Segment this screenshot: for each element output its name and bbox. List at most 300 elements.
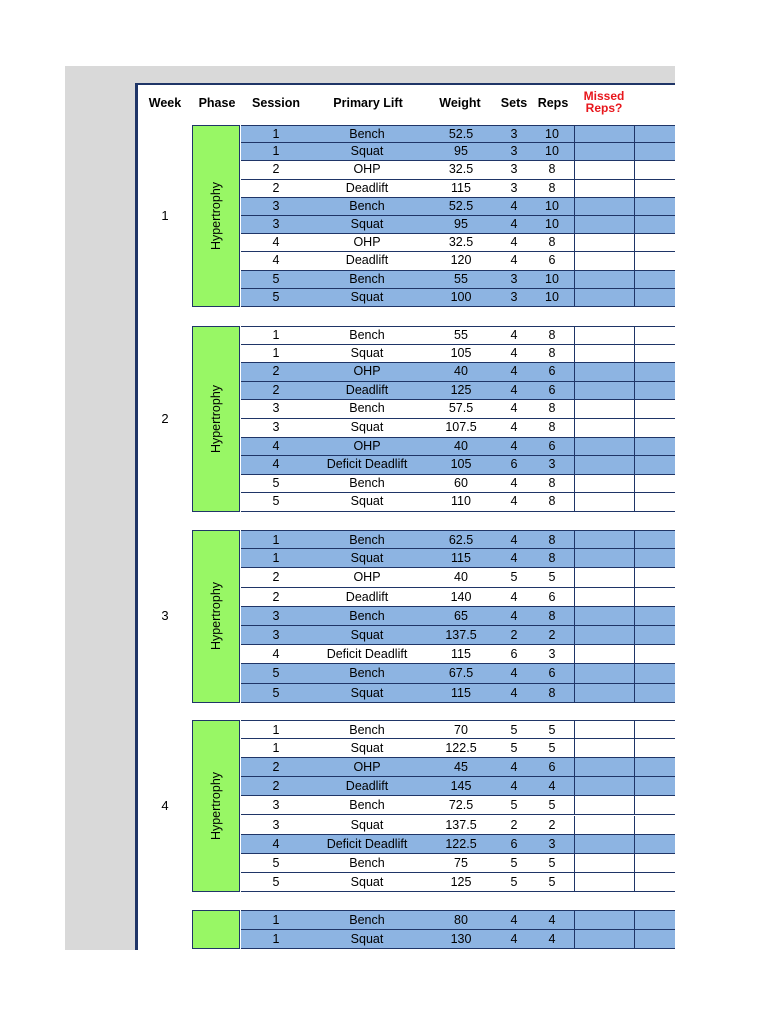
sets-cell: 4 [510, 666, 518, 681]
session-cell: 5 [272, 494, 280, 509]
session-cell: 2 [272, 779, 280, 794]
table-row [241, 873, 675, 892]
week-number: 1 [161, 208, 169, 223]
table-row [241, 419, 675, 438]
reps-cell: 6 [548, 760, 556, 775]
weight-cell: 32.5 [448, 162, 474, 177]
weight-cell: 40 [454, 438, 468, 453]
missed-reps-input[interactable] [574, 911, 635, 930]
reps-cell: 3 [548, 647, 556, 662]
table-row [241, 198, 675, 216]
missed-reps-input[interactable] [574, 252, 635, 270]
week-number: 3 [161, 608, 169, 624]
sets-cell: 4 [510, 685, 518, 700]
sets-cell: 3 [510, 289, 518, 304]
weight-cell: 45 [454, 760, 468, 775]
missed-reps-input[interactable] [574, 684, 635, 703]
header-week: Week [148, 96, 182, 110]
table-row [241, 216, 675, 234]
table-row [241, 720, 675, 739]
weight-cell: 137.5 [445, 817, 477, 832]
sets-cell: 5 [510, 874, 518, 889]
weight-cell: 67.5 [448, 666, 474, 681]
reps-cell: 5 [548, 741, 556, 756]
session-cell: 5 [272, 475, 280, 490]
table-row [241, 438, 675, 457]
sets-cell: 4 [510, 217, 518, 231]
weight-cell: 115 [451, 685, 471, 700]
session-cell: 4 [272, 836, 280, 851]
sets-cell: 6 [510, 457, 518, 472]
weight-cell: 125 [450, 382, 472, 397]
lift-cell: Deadlift [345, 253, 389, 268]
table-row [241, 664, 675, 683]
missed-reps-input[interactable] [574, 721, 635, 739]
lift-cell: Deficit Deadlift [326, 457, 408, 472]
missed-reps-input[interactable] [574, 758, 635, 777]
sets-cell: 4 [510, 551, 518, 566]
sets-cell: 3 [510, 127, 518, 141]
sets-cell: 6 [510, 647, 518, 662]
sets-cell: 4 [510, 253, 518, 268]
lift-cell: Deadlift [345, 589, 389, 604]
phase-label: Hypertrophy [209, 181, 223, 251]
reps-cell: 8 [548, 608, 556, 623]
weight-cell: 57.5 [448, 401, 474, 416]
session-cell: 2 [272, 162, 280, 177]
lift-cell: Bench [349, 475, 385, 490]
session-cell: 2 [272, 760, 280, 775]
reps-cell: 5 [548, 874, 556, 889]
missed-reps-input[interactable] [574, 493, 635, 512]
missed-reps-input[interactable] [574, 873, 635, 892]
session-cell: 1 [272, 144, 280, 159]
sets-cell: 5 [510, 741, 518, 756]
sets-cell: 3 [510, 162, 518, 177]
missed-reps-input[interactable] [574, 664, 635, 683]
table-row [241, 816, 675, 835]
reps-cell: 8 [548, 401, 556, 416]
missed-reps-input[interactable] [574, 289, 635, 307]
session-cell: 1 [272, 931, 280, 946]
phase-cell [192, 326, 240, 512]
reps-cell: 6 [548, 253, 556, 268]
phase-label: Hypertrophy [209, 582, 223, 651]
table-row [241, 271, 675, 289]
lift-cell: OHP [353, 364, 381, 379]
table-row [241, 180, 675, 198]
session-cell: 1 [272, 913, 280, 927]
missed-reps-input[interactable] [574, 796, 635, 815]
missed-reps-input[interactable] [574, 327, 635, 345]
lift-cell: OHP [353, 162, 381, 177]
lift-cell: Bench [349, 913, 385, 927]
sets-cell: 5 [510, 798, 518, 813]
weight-cell: 95 [454, 217, 468, 231]
weight-cell: 40 [454, 364, 468, 379]
session-cell: 4 [272, 457, 280, 472]
weight-cell: 70 [454, 723, 468, 737]
session-cell: 1 [272, 551, 280, 566]
weight-cell: 80 [454, 913, 468, 927]
lift-cell: Bench [349, 608, 385, 623]
lift-cell: Squat [350, 144, 384, 159]
session-cell: 3 [272, 217, 280, 231]
session-cell: 4 [272, 235, 280, 250]
sets-cell: 5 [510, 855, 518, 870]
table-row [241, 382, 675, 401]
session-cell: 3 [272, 420, 280, 434]
reps-cell: 5 [548, 570, 556, 585]
missed-reps-input[interactable] [574, 345, 635, 364]
sets-cell: 4 [510, 475, 518, 490]
reps-cell: 3 [548, 457, 556, 472]
reps-cell: 4 [548, 913, 556, 927]
missed-reps-input[interactable] [574, 271, 635, 289]
sets-cell: 4 [510, 533, 518, 547]
reps-cell: 8 [548, 551, 556, 566]
session-cell: 3 [272, 628, 280, 642]
table-row [241, 777, 675, 796]
reps-cell: 10 [545, 127, 559, 141]
weight-cell: 62.5 [448, 533, 474, 547]
sets-cell: 4 [510, 760, 518, 775]
phase-cell [192, 720, 240, 892]
weight-cell: 60 [454, 475, 468, 490]
lift-cell: Bench [349, 127, 385, 141]
reps-cell: 4 [548, 931, 556, 946]
lift-cell: OHP [353, 760, 381, 775]
reps-cell: 8 [548, 162, 556, 177]
table-row [241, 835, 675, 854]
weight-cell: 105 [450, 345, 472, 360]
missed-reps-input[interactable] [574, 854, 635, 873]
lift-cell: Bench [349, 401, 385, 416]
sets-cell: 3 [510, 144, 518, 159]
phase-cell [192, 125, 240, 307]
phase-cell [192, 910, 240, 949]
header-reps: Reps [537, 96, 569, 110]
lift-cell: Squat [350, 345, 384, 360]
table-row [241, 363, 675, 382]
sets-cell: 4 [510, 364, 518, 379]
weight-cell: 32.5 [448, 235, 474, 250]
week-number: 4 [161, 797, 169, 813]
weight-cell: 115 [451, 647, 471, 662]
session-cell: 3 [272, 608, 280, 623]
sets-cell: 4 [510, 494, 518, 509]
table-row [241, 493, 675, 512]
table-row [241, 684, 675, 703]
table-row [241, 549, 675, 568]
missed-reps-input[interactable] [574, 930, 635, 950]
weight-cell: 140 [450, 589, 472, 604]
table-row [241, 530, 675, 549]
session-cell: 5 [272, 666, 280, 681]
reps-cell: 2 [548, 628, 556, 642]
reps-cell: 6 [548, 364, 556, 379]
weight-cell: 137.5 [445, 628, 477, 642]
sets-cell: 4 [510, 328, 518, 342]
phase-cell [192, 530, 240, 703]
missed-reps-input[interactable] [574, 400, 635, 419]
sets-cell: 4 [510, 589, 518, 604]
missed-reps-input[interactable] [574, 568, 635, 587]
weight-cell: 65 [454, 608, 468, 623]
weight-cell: 107.5 [445, 420, 477, 434]
lift-cell: Bench [349, 723, 385, 737]
session-cell: 5 [272, 874, 280, 889]
missed-reps-input[interactable] [574, 126, 635, 143]
table-row [241, 326, 675, 345]
lift-cell: Bench [349, 666, 385, 681]
table-row [241, 739, 675, 758]
table-row [241, 607, 675, 626]
reps-cell: 10 [545, 198, 559, 213]
missed-reps-input[interactable] [574, 607, 635, 626]
missed-reps-input[interactable] [574, 382, 635, 401]
sets-cell: 3 [510, 271, 518, 286]
lift-cell: Deadlift [345, 382, 389, 397]
reps-cell: 8 [548, 420, 556, 434]
weight-cell: 122.5 [445, 741, 477, 756]
missed-reps-input[interactable] [574, 198, 635, 216]
lift-cell: Deficit Deadlift [326, 647, 408, 662]
weight-cell: 40 [454, 570, 468, 585]
reps-cell: 5 [548, 798, 556, 813]
reps-cell: 8 [548, 494, 556, 509]
lift-cell: Squat [350, 551, 384, 566]
weight-cell: 122.5 [445, 836, 477, 851]
weight-cell: 95 [454, 144, 468, 159]
lift-cell: Bench [349, 328, 385, 342]
table-row [241, 456, 675, 475]
table-row [241, 345, 675, 364]
lift-cell: Squat [350, 628, 384, 642]
session-cell: 4 [272, 647, 280, 662]
table-row [241, 645, 675, 664]
lift-cell: Squat [350, 494, 384, 509]
table-row [241, 626, 675, 645]
reps-cell: 10 [545, 289, 559, 304]
lift-cell: Squat [350, 217, 384, 231]
lift-cell: Deadlift [345, 779, 389, 794]
table-row [241, 910, 675, 930]
reps-cell: 3 [548, 836, 556, 851]
session-cell: 1 [272, 741, 280, 756]
weight-cell: 115 [451, 180, 471, 195]
reps-cell: 8 [548, 345, 556, 360]
reps-cell: 6 [548, 589, 556, 604]
weight-cell: 145 [450, 779, 472, 794]
weight-cell: 55 [454, 271, 468, 286]
missed-reps-input[interactable] [574, 816, 635, 835]
reps-cell: 8 [548, 328, 556, 342]
lift-cell: Squat [350, 817, 384, 832]
table-row [241, 143, 675, 161]
table-row [241, 234, 675, 252]
lift-cell: Squat [350, 420, 384, 434]
lift-cell: OHP [353, 235, 381, 250]
session-cell: 5 [272, 855, 280, 870]
header-missed-reps: Missed Reps? [583, 89, 625, 115]
weight-cell: 125 [450, 874, 472, 889]
session-cell: 3 [272, 401, 280, 416]
missed-reps-input[interactable] [574, 438, 635, 457]
lift-cell: Squat [350, 685, 384, 700]
weight-cell: 52.5 [448, 198, 474, 213]
session-cell: 4 [272, 438, 280, 453]
session-cell: 1 [272, 328, 280, 342]
missed-reps-input[interactable] [574, 216, 635, 234]
sets-cell: 4 [510, 401, 518, 416]
reps-cell: 8 [548, 533, 556, 547]
session-cell: 2 [272, 589, 280, 604]
session-cell: 1 [272, 127, 280, 141]
reps-cell: 5 [548, 723, 556, 737]
phase-label: Hypertrophy [209, 384, 223, 454]
session-cell: 1 [272, 723, 280, 737]
reps-cell: 10 [545, 271, 559, 286]
lift-cell: Bench [349, 855, 385, 870]
sets-cell: 4 [510, 198, 518, 213]
table-row [241, 400, 675, 419]
weight-cell: 75 [454, 855, 468, 870]
sets-cell: 2 [510, 628, 518, 642]
weight-cell: 55 [454, 328, 468, 342]
table-row [241, 568, 675, 587]
sets-cell: 4 [510, 779, 518, 794]
lift-cell: Bench [349, 798, 385, 813]
lift-cell: OHP [353, 438, 381, 453]
sets-cell: 3 [510, 180, 518, 195]
missed-reps-input[interactable] [574, 588, 635, 607]
table-row [241, 854, 675, 873]
missed-reps-input[interactable] [574, 531, 635, 549]
weight-cell: 115 [451, 551, 471, 566]
missed-reps-input[interactable] [574, 549, 635, 568]
reps-cell: 10 [545, 217, 559, 231]
lift-cell: Squat [350, 874, 384, 889]
missed-reps-input[interactable] [574, 143, 635, 161]
sets-cell: 4 [510, 235, 518, 250]
header-primary-lift: Primary Lift [333, 96, 403, 110]
sets-cell: 4 [510, 382, 518, 397]
session-cell: 3 [272, 198, 280, 213]
table-row [241, 930, 675, 950]
reps-cell: 8 [548, 475, 556, 490]
reps-cell: 6 [548, 438, 556, 453]
sets-cell: 5 [510, 570, 518, 585]
missed-reps-input[interactable] [574, 777, 635, 796]
reps-cell: 8 [548, 685, 556, 700]
header-session: Session [252, 96, 300, 110]
header-weight: Weight [439, 96, 481, 110]
lift-cell: Deadlift [345, 180, 389, 195]
missed-reps-input[interactable] [574, 161, 635, 179]
session-cell: 1 [272, 533, 280, 547]
session-cell: 2 [272, 180, 280, 195]
lift-cell: OHP [353, 570, 381, 585]
sets-cell: 4 [510, 931, 518, 946]
sets-cell: 6 [510, 836, 518, 851]
missed-reps-input[interactable] [574, 626, 635, 645]
session-cell: 4 [272, 253, 280, 268]
reps-cell: 2 [548, 817, 556, 832]
session-cell: 2 [272, 570, 280, 585]
missed-reps-input[interactable] [574, 835, 635, 854]
sets-cell: 5 [510, 723, 518, 737]
reps-cell: 4 [548, 779, 556, 794]
session-cell: 2 [272, 364, 280, 379]
table-row [241, 161, 675, 179]
header-sets: Sets [500, 96, 528, 110]
lift-cell: Deficit Deadlift [326, 836, 408, 851]
missed-reps-input[interactable] [574, 419, 635, 438]
week-number: 2 [161, 411, 169, 426]
lift-cell: Bench [349, 533, 385, 547]
reps-cell: 5 [548, 855, 556, 870]
phase-label: Hypertrophy [209, 771, 223, 840]
session-cell: 5 [272, 289, 280, 304]
sets-cell: 4 [510, 345, 518, 360]
missed-reps-input[interactable] [574, 456, 635, 475]
weight-cell: 120 [450, 253, 472, 268]
table-row [241, 758, 675, 777]
reps-cell: 8 [548, 180, 556, 195]
weight-cell: 130 [450, 931, 472, 946]
lift-cell: Bench [349, 271, 385, 286]
session-cell: 5 [272, 685, 280, 700]
lift-cell: Squat [350, 289, 384, 304]
table-row [241, 289, 675, 307]
table-row [241, 125, 675, 143]
table-row [241, 475, 675, 494]
lift-cell: Squat [350, 741, 384, 756]
session-cell: 5 [272, 271, 280, 286]
sets-cell: 4 [510, 608, 518, 623]
weight-cell: 52.5 [448, 127, 474, 141]
lift-cell: Squat [350, 931, 384, 946]
reps-cell: 8 [548, 235, 556, 250]
session-cell: 3 [272, 798, 280, 813]
weight-cell: 100 [450, 289, 472, 304]
session-cell: 2 [272, 382, 280, 397]
lift-cell: Bench [349, 198, 385, 213]
sets-cell: 4 [510, 438, 518, 453]
missed-reps-input[interactable] [574, 234, 635, 252]
session-cell: 3 [272, 817, 280, 832]
table-row [241, 796, 675, 815]
missed-reps-input[interactable] [574, 739, 635, 758]
header-phase: Phase [198, 96, 236, 110]
missed-reps-input[interactable] [574, 180, 635, 198]
reps-cell: 10 [545, 144, 559, 159]
missed-reps-input[interactable] [574, 363, 635, 382]
reps-cell: 6 [548, 382, 556, 397]
weight-cell: 72.5 [448, 798, 474, 813]
missed-reps-input[interactable] [574, 645, 635, 664]
table-row [241, 252, 675, 270]
weight-cell: 110 [451, 494, 471, 509]
sets-cell: 2 [510, 817, 518, 832]
sets-cell: 4 [510, 420, 518, 434]
table-row [241, 588, 675, 607]
session-cell: 1 [272, 345, 280, 360]
missed-reps-input[interactable] [574, 475, 635, 494]
weight-cell: 105 [450, 457, 472, 472]
sets-cell: 4 [510, 913, 518, 927]
